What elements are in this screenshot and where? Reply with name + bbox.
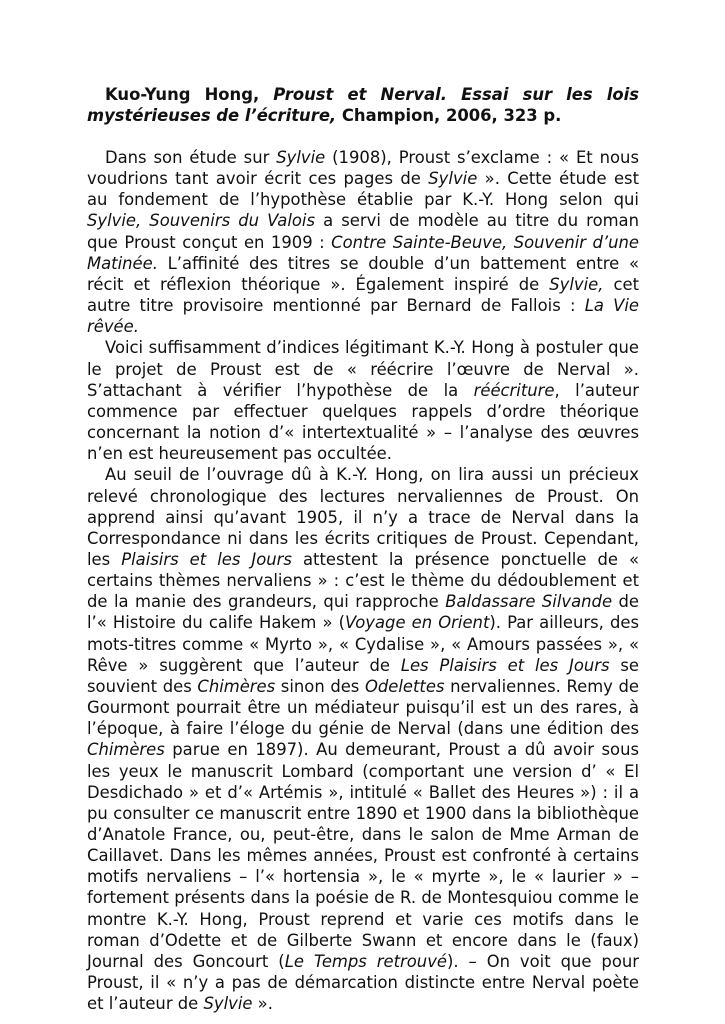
paragraph-1 (87, 147, 639, 337)
book-title: Proust et Nerval. Essai sur les lois mystérieuses de l’écriture, (87, 85, 639, 125)
text-run: Dans son étude sur (105, 148, 277, 167)
italic-title: Sylvie (203, 994, 253, 1014)
italic-title: Chimères (197, 676, 276, 696)
text-run: ). Par ailleurs, des mots-titres comme « Myrto », « Cydalise », « Amours passées », « Rêve » suggèrent que l’auteur de (87, 613, 639, 675)
italic-title: Chimères (87, 740, 165, 760)
text-run: sinon des (275, 676, 365, 696)
italic-term: réécriture (473, 380, 555, 400)
text-run: ». Cette étude est au fondement de l’hypothèse établie par K.-Y. Hong selon qui (87, 169, 639, 210)
text-run: L’affinité des titres se double d’un battement entre « récit et réflexion théorique ». Également inspiré de (87, 253, 639, 294)
text-run: parue en 1897). Au demeurant, Proust a dû avoir sous les yeux le manuscrit Lombard (comportant une version d’ « El Desdichado » et d’« Artémis », intitulé « Ballet des Heures ») : il a pu consulter ce manuscrit entre 1890 et 1900 dans la bibliothèque d’Anatole France, ou, peut-être, dans le salon de Mme Arman de Caillavet. Dans les mêmes années, Proust est confronté à certains motifs nervaliens – l’« hortensia », le « myrte », le « laurier » – fortement présents dans la poésie de R. de Montesquiou comme le montre K.-Y. Hong, Proust reprend et varie ces motifs dans le roman d’Odette et de Gilberte Swann et encore dans le (faux) Journal des Goncourt ( (87, 740, 639, 971)
paragraph-3 (87, 464, 639, 1014)
text-run: cet autre titre provisoire mentionné par Bernard de Fallois : (87, 274, 640, 316)
review-page (87, 84, 639, 1014)
text-run: Voici suffisamment d’indices légitimant K.-Y. Hong à postuler que le projet de Proust est de « réécrire l’œuvre de Nerval ». S’attachant à vérifier l’hypothèse de la (87, 338, 639, 400)
italic-title: Sylvie, (549, 274, 604, 294)
italic-title: Voyage en Orient (345, 613, 490, 633)
text-run: ). – On voit que pour Proust, il « n’y a pas de démarcation distincte entre Nerval poète et l’auteur de (87, 951, 639, 1014)
book-author: Kuo-Yung Hong, (105, 85, 260, 104)
italic-title: Odelettes (364, 676, 445, 696)
text-run: , l’auteur commence par effectuer quelques rappels d’ordre théorique concernant la notion d’« intertextualité » – l’analyse des œuvres n’en est heureusement pas occultée. (87, 380, 639, 464)
text-run: a servi de modèle au titre du roman que Proust conçut en 1909 : (87, 211, 639, 252)
italic-title: Sylvie (276, 148, 326, 167)
italic-title: Les Plaisirs et les Jours (400, 655, 610, 675)
text-run: ». (252, 994, 273, 1014)
italic-title: Sylvie (428, 169, 478, 189)
text-run: de l’« Histoire du calife Hakem » ( (87, 592, 640, 633)
italic-title: Le Temps retrouvé (284, 951, 447, 971)
italic-title: Contre Sainte-Beuve, Souvenir d’une Matinée. (87, 232, 639, 273)
italic-title: Baldassare Silvande (445, 592, 613, 612)
text-run: Au seuil de l’ouvrage dû à K.-Y. Hong, on lira aussi un précieux relevé chronologique des lectures nervaliennes de Proust. On apprend ainsi qu’avant 1905, il n’y a trace de Nerval dans la Correspondance ni dans les écrits critiques de Proust. Cependant, les (87, 465, 639, 569)
text-run: (1908), Proust s’exclame : « Et nous voudrions tant avoir écrit ces pages de (87, 148, 639, 189)
italic-title: Plaisirs et les Jours (121, 549, 292, 569)
text-run: nervaliennes. Remy de Gourmont pourrait être un médiateur puisqu’il est un des rares, à l’époque, à faire l’éloge du génie de Nerval (dans une édition des (87, 676, 639, 739)
book-publisher: Champion, 2006, 323 p. (341, 106, 562, 125)
text-run: se souvient des (87, 655, 639, 696)
text-run: attestent la présence ponctuelle de « certains thèmes nervaliens » : c’est le thème du dédoublement et de la manie des grandeurs, qui rapproche (87, 549, 640, 612)
review-heading (87, 84, 639, 126)
italic-title: La Vie rêvée. (87, 296, 639, 337)
paragraph-2 (87, 337, 639, 464)
italic-title: Sylvie, Souvenirs du Valois (87, 211, 316, 231)
